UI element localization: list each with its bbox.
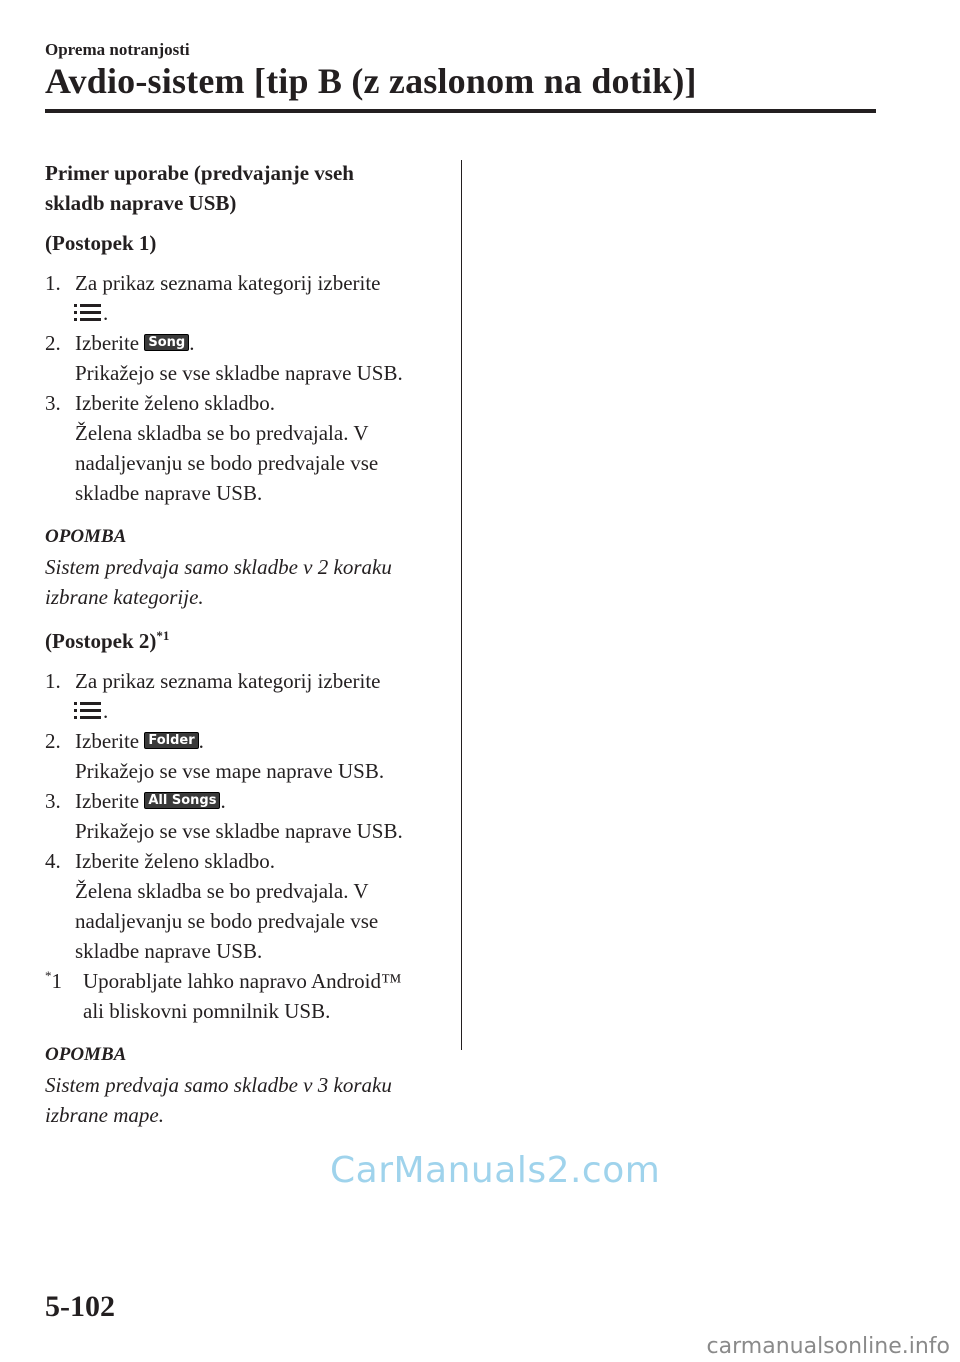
step-text: Za prikaz seznama kategorij izberite <box>75 271 381 295</box>
procedure2-heading <box>45 626 445 656</box>
step-number: 4. <box>45 849 61 873</box>
example-heading-line: Primer uporabe (predvajanje vseh <box>45 161 354 185</box>
procedure1-heading: (Postopek 1) <box>45 231 157 255</box>
all-songs-button-icon: All Songs <box>144 792 220 809</box>
footnote-number: 1 <box>51 969 62 993</box>
page-title: Avdio-sistem [tip B (z zaslonom na dotik)] <box>45 61 697 101</box>
step-text: Izberite <box>75 729 140 753</box>
footnote-text: Uporabljate lahko napravo Android™ <box>83 969 402 993</box>
footnote-ref: *1 <box>156 628 170 643</box>
watermark: CarManuals2.com <box>330 1150 661 1191</box>
procedure1-step2: 2. Izberite Song . Prikažejo se vse skladbe naprave USB. <box>45 328 445 388</box>
procedure2-step3: 3. Izberite All Songs . Prikažejo se vse skladbe naprave USB. <box>45 786 445 846</box>
section-label: Oprema notranjosti <box>45 40 190 59</box>
list-icon <box>73 700 103 722</box>
procedure2-step4 <box>45 846 445 966</box>
step-result: Prikažejo se vse mape naprave USB. <box>75 759 385 783</box>
note-text: Sistem predvaja samo skladbe v 3 koraku <box>45 1073 392 1097</box>
step-number: 2. <box>45 729 61 753</box>
step-result: skladbe naprave USB. <box>75 481 263 505</box>
footnote-marker <box>45 966 62 996</box>
procedure2-step2: 2. Izberite Folder . Prikažejo se vse mape naprave USB. <box>45 726 445 786</box>
footnote <box>45 966 445 1026</box>
step-number: 3. <box>45 789 61 813</box>
note-text: Sistem predvaja samo skladbe v 2 koraku <box>45 555 392 579</box>
page-number: 5-102 <box>45 1290 115 1323</box>
step-text: Izberite <box>75 331 140 355</box>
step-result: nadaljevanju se bodo predvajale vse <box>75 909 379 933</box>
step-result: skladbe naprave USB. <box>75 939 263 963</box>
note-title: OPOMBA <box>45 1044 127 1065</box>
step-number: 3. <box>45 391 61 415</box>
procedure2-step1: 1. Za prikaz seznama kategorij izberite . <box>45 666 445 726</box>
note-text: izbrane mape. <box>45 1103 164 1127</box>
step-result: Želena skladba se bo predvajala. V <box>75 879 369 903</box>
footnote-text: ali bliskovni pomnilnik USB. <box>83 999 331 1023</box>
procedure1-step1: 1. Za prikaz seznama kategorij izberite . <box>45 268 445 328</box>
note-text: izbrane kategorije. <box>45 585 204 609</box>
step-result: Prikažejo se vse skladbe naprave USB. <box>75 819 403 843</box>
title-rule <box>45 109 876 113</box>
step-result: nadaljevanju se bodo predvajale vse <box>75 451 379 475</box>
song-button-icon: Song <box>144 334 189 351</box>
step-text: Izberite želeno skladbo. <box>75 849 275 873</box>
procedure1-step3 <box>45 388 445 508</box>
left-column <box>45 158 445 1130</box>
step-result: Prikažejo se vse skladbe naprave USB. <box>75 361 403 385</box>
step-text: Za prikaz seznama kategorij izberite <box>75 669 381 693</box>
footer-source: carmanualsonline.info <box>706 1334 950 1359</box>
example-heading-line: skladb naprave USB) <box>45 191 237 215</box>
step-number: 2. <box>45 331 61 355</box>
footnote-asterisk: * <box>45 968 52 983</box>
note-title: OPOMBA <box>45 526 127 547</box>
step-text: Izberite <box>75 789 140 813</box>
procedure2-heading-text: (Postopek 2) <box>45 629 157 653</box>
list-icon <box>73 302 103 324</box>
step-number: 1. <box>45 271 61 295</box>
column-divider <box>461 160 462 1050</box>
folder-button-icon: Folder <box>144 732 198 749</box>
step-number: 1. <box>45 669 61 693</box>
step-text: Izberite želeno skladbo. <box>75 391 275 415</box>
step-result: Želena skladba se bo predvajala. V <box>75 421 369 445</box>
example-heading <box>45 158 445 218</box>
